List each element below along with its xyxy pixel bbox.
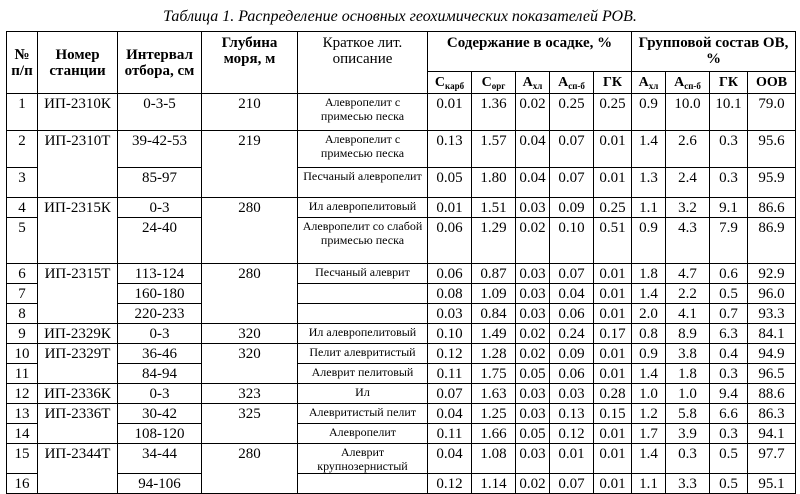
value-a-hl-2: 1.3 xyxy=(632,168,666,198)
table-row xyxy=(7,218,796,264)
value-a-hl-2: 1.8 xyxy=(632,264,666,284)
row-number: 16 xyxy=(7,474,38,494)
station-cell: ИП-2344Т xyxy=(38,444,118,494)
table-caption: Таблица 1. Распределение основных геохимических показателей РОВ. xyxy=(163,8,637,25)
value-c-carb: 0.01 xyxy=(428,198,472,218)
value-a-sp-b: 0.24 xyxy=(550,324,594,344)
value-gk-2: 0.3 xyxy=(710,364,748,384)
description-cell: Алеврит крупнозернистый xyxy=(298,444,428,474)
station-cell: ИП-2329К xyxy=(38,324,118,344)
description-cell: Песчаный алевропелит xyxy=(298,168,428,198)
table-row xyxy=(7,384,796,404)
geochemistry-table xyxy=(6,31,796,494)
interval-cell: 24-40 xyxy=(118,218,202,264)
row-number: 7 xyxy=(7,284,38,304)
description-cell xyxy=(298,474,428,494)
value-a-sp-b: 0.09 xyxy=(550,344,594,364)
station-cell: ИП-2310Т xyxy=(38,131,118,198)
row-number: 12 xyxy=(7,384,38,404)
value-a-hl-2: 0.9 xyxy=(632,218,666,264)
value-c-org: 1.29 xyxy=(472,218,516,264)
description-cell xyxy=(298,284,428,304)
value-c-org: 1.51 xyxy=(472,198,516,218)
value-gk-2: 0.5 xyxy=(710,444,748,474)
value-a-sp-b-2: 4.3 xyxy=(666,218,710,264)
value-a-hl: 0.04 xyxy=(516,131,550,168)
value-a-sp-b: 0.06 xyxy=(550,304,594,324)
description-cell: Алевритистый пелит xyxy=(298,404,428,424)
interval-cell: 113-124 xyxy=(118,264,202,284)
value-oov: 79.0 xyxy=(748,94,796,131)
value-c-org: 0.84 xyxy=(472,304,516,324)
value-a-hl: 0.05 xyxy=(516,424,550,444)
value-c-carb: 0.11 xyxy=(428,424,472,444)
value-a-sp-b: 0.07 xyxy=(550,474,594,494)
value-c-carb: 0.05 xyxy=(428,168,472,198)
value-c-carb: 0.08 xyxy=(428,284,472,304)
value-c-org: 1.08 xyxy=(472,444,516,474)
depth-cell: 219 xyxy=(202,131,298,198)
row-number: 3 xyxy=(7,168,38,198)
value-gk: 0.01 xyxy=(594,131,632,168)
value-a-hl-2: 0.9 xyxy=(632,94,666,131)
interval-cell: 108-120 xyxy=(118,424,202,444)
value-a-sp-b-2: 10.0 xyxy=(666,94,710,131)
value-a-sp-b-2: 1.0 xyxy=(666,384,710,404)
value-a-sp-b: 0.13 xyxy=(550,404,594,424)
value-gk: 0.01 xyxy=(594,264,632,284)
row-number: 13 xyxy=(7,404,38,424)
value-a-sp-b: 0.07 xyxy=(550,168,594,198)
value-a-sp-b: 0.07 xyxy=(550,131,594,168)
value-oov: 84.1 xyxy=(748,324,796,344)
table-row xyxy=(7,304,796,324)
description-cell: Алеврит пелитовый xyxy=(298,364,428,384)
value-a-hl: 0.02 xyxy=(516,344,550,364)
value-a-hl: 0.02 xyxy=(516,94,550,131)
value-a-hl-2: 2.0 xyxy=(632,304,666,324)
value-oov: 96.5 xyxy=(748,364,796,384)
table-row xyxy=(7,264,796,284)
subheader-c-org: $С_{орг}$ xyxy=(472,72,516,94)
header-composition-group: Групповой состав ОВ, % xyxy=(632,32,796,72)
value-a-sp-b-2: 3.9 xyxy=(666,424,710,444)
value-c-org: 1.09 xyxy=(472,284,516,304)
value-gk-2: 7.9 xyxy=(710,218,748,264)
header-description: Краткое лит. описание xyxy=(298,32,428,94)
header-station: Номер станции xyxy=(38,32,118,94)
value-gk: 0.01 xyxy=(594,284,632,304)
value-a-sp-b: 0.07 xyxy=(550,264,594,284)
value-a-sp-b-2: 3.3 xyxy=(666,474,710,494)
value-c-org: 0.87 xyxy=(472,264,516,284)
value-gk: 0.28 xyxy=(594,384,632,404)
description-cell: Алевропелит xyxy=(298,424,428,444)
interval-cell: 0-3 xyxy=(118,198,202,218)
value-a-sp-b-2: 3.2 xyxy=(666,198,710,218)
value-a-hl-2: 1.1 xyxy=(632,198,666,218)
value-oov: 86.9 xyxy=(748,218,796,264)
depth-cell: 280 xyxy=(202,444,298,494)
value-c-org: 1.80 xyxy=(472,168,516,198)
value-a-sp-b-2: 0.3 xyxy=(666,444,710,474)
value-gk-2: 0.5 xyxy=(710,284,748,304)
depth-cell: 320 xyxy=(202,324,298,344)
value-oov: 94.1 xyxy=(748,424,796,444)
depth-cell: 280 xyxy=(202,198,298,264)
header-content-group: Содержание в осадке, % xyxy=(428,32,632,72)
header-interval: Интервал отбора, см xyxy=(118,32,202,94)
interval-cell: 160-180 xyxy=(118,284,202,304)
value-a-hl-2: 1.4 xyxy=(632,284,666,304)
value-gk: 0.25 xyxy=(594,198,632,218)
value-a-sp-b: 0.03 xyxy=(550,384,594,404)
value-c-carb: 0.12 xyxy=(428,474,472,494)
value-a-hl: 0.03 xyxy=(516,444,550,474)
depth-cell: 323 xyxy=(202,384,298,404)
station-cell: ИП-2336Т xyxy=(38,404,118,444)
value-c-org: 1.49 xyxy=(472,324,516,344)
value-a-sp-b: 0.01 xyxy=(550,444,594,474)
value-c-carb: 0.12 xyxy=(428,344,472,364)
header-num: № п/п xyxy=(7,32,38,94)
subheader-gk: ГК xyxy=(594,72,632,94)
interval-cell: 34-44 xyxy=(118,444,202,474)
row-number: 11 xyxy=(7,364,38,384)
value-a-hl-2: 1.2 xyxy=(632,404,666,424)
value-gk: 0.17 xyxy=(594,324,632,344)
depth-cell: 320 xyxy=(202,344,298,384)
table-row xyxy=(7,131,796,168)
table-row xyxy=(7,168,796,198)
value-c-carb: 0.13 xyxy=(428,131,472,168)
value-a-sp-b-2: 3.8 xyxy=(666,344,710,364)
interval-cell: 30-42 xyxy=(118,404,202,424)
row-number: 9 xyxy=(7,324,38,344)
description-cell: Ил алевропелитовый xyxy=(298,198,428,218)
value-c-org: 1.57 xyxy=(472,131,516,168)
interval-cell: 0-3 xyxy=(118,384,202,404)
subheader-gk-2: ГК xyxy=(710,72,748,94)
value-a-sp-b: 0.10 xyxy=(550,218,594,264)
interval-cell: 36-46 xyxy=(118,344,202,364)
value-gk: 0.15 xyxy=(594,404,632,424)
value-a-hl: 0.04 xyxy=(516,168,550,198)
value-a-hl: 0.03 xyxy=(516,404,550,424)
value-gk-2: 0.7 xyxy=(710,304,748,324)
table-row xyxy=(7,364,796,384)
table-row xyxy=(7,474,796,494)
value-gk: 0.01 xyxy=(594,344,632,364)
table-row xyxy=(7,404,796,424)
value-oov: 88.6 xyxy=(748,384,796,404)
station-cell: ИП-2329Т xyxy=(38,344,118,384)
row-number: 14 xyxy=(7,424,38,444)
interval-cell: 0-3-5 xyxy=(118,94,202,131)
value-gk-2: 6.3 xyxy=(710,324,748,344)
row-number: 6 xyxy=(7,264,38,284)
value-gk-2: 10.1 xyxy=(710,94,748,131)
depth-cell: 325 xyxy=(202,404,298,444)
value-gk: 0.01 xyxy=(594,364,632,384)
value-a-hl-2: 1.4 xyxy=(632,364,666,384)
value-a-sp-b: 0.06 xyxy=(550,364,594,384)
value-c-org: 1.25 xyxy=(472,404,516,424)
subheader-a-sp-b: $А_{сп-б}$ xyxy=(550,72,594,94)
value-gk-2: 0.3 xyxy=(710,131,748,168)
description-cell: Ил xyxy=(298,384,428,404)
value-c-carb: 0.04 xyxy=(428,444,472,474)
value-a-sp-b-2: 4.7 xyxy=(666,264,710,284)
value-a-sp-b-2: 4.1 xyxy=(666,304,710,324)
description-cell xyxy=(298,304,428,324)
value-oov: 86.3 xyxy=(748,404,796,424)
table-row xyxy=(7,324,796,344)
value-a-sp-b: 0.04 xyxy=(550,284,594,304)
value-a-hl: 0.03 xyxy=(516,264,550,284)
value-c-org: 1.36 xyxy=(472,94,516,131)
row-number: 4 xyxy=(7,198,38,218)
value-gk-2: 0.6 xyxy=(710,264,748,284)
value-a-hl-2: 1.7 xyxy=(632,424,666,444)
value-c-carb: 0.06 xyxy=(428,264,472,284)
row-number: 15 xyxy=(7,444,38,474)
value-c-carb: 0.11 xyxy=(428,364,472,384)
station-cell: ИП-2315Т xyxy=(38,264,118,324)
table-row xyxy=(7,284,796,304)
value-oov: 96.0 xyxy=(748,284,796,304)
interval-cell: 0-3 xyxy=(118,324,202,344)
description-cell: Алевропелит с примесью песка xyxy=(298,131,428,168)
interval-cell: 220-233 xyxy=(118,304,202,324)
value-gk-2: 9.1 xyxy=(710,198,748,218)
description-cell: Алевропелит с примесью песка xyxy=(298,94,428,131)
value-c-org: 1.28 xyxy=(472,344,516,364)
value-a-hl-2: 0.8 xyxy=(632,324,666,344)
value-a-sp-b-2: 5.8 xyxy=(666,404,710,424)
value-gk: 0.01 xyxy=(594,444,632,474)
value-a-hl: 0.03 xyxy=(516,198,550,218)
table-row xyxy=(7,444,796,474)
value-oov: 93.3 xyxy=(748,304,796,324)
value-gk-2: 9.4 xyxy=(710,384,748,404)
value-oov: 86.6 xyxy=(748,198,796,218)
row-number: 5 xyxy=(7,218,38,264)
value-a-sp-b-2: 1.8 xyxy=(666,364,710,384)
value-c-carb: 0.07 xyxy=(428,384,472,404)
table-row xyxy=(7,344,796,364)
value-c-carb: 0.03 xyxy=(428,304,472,324)
row-number: 10 xyxy=(7,344,38,364)
table-row xyxy=(7,198,796,218)
value-gk-2: 0.3 xyxy=(710,168,748,198)
value-c-carb: 0.06 xyxy=(428,218,472,264)
description-cell: Ил алевропелитовый xyxy=(298,324,428,344)
subheader-a-hl: $А_{хл}$ xyxy=(516,72,550,94)
value-a-hl: 0.03 xyxy=(516,304,550,324)
description-cell: Песчаный алеврит xyxy=(298,264,428,284)
interval-cell: 39-42-53 xyxy=(118,131,202,168)
subheader-oov: ООВ xyxy=(748,72,796,94)
value-a-sp-b: 0.09 xyxy=(550,198,594,218)
value-a-hl: 0.03 xyxy=(516,384,550,404)
interval-cell: 84-94 xyxy=(118,364,202,384)
subheader-a-hl-2: $А_{хл}$ xyxy=(632,72,666,94)
value-a-hl-2: 1.0 xyxy=(632,384,666,404)
value-a-hl-2: 1.4 xyxy=(632,444,666,474)
value-gk-2: 0.5 xyxy=(710,474,748,494)
value-a-hl: 0.02 xyxy=(516,218,550,264)
value-a-sp-b: 0.25 xyxy=(550,94,594,131)
description-cell: Алевропелит со слабой примесью песка xyxy=(298,218,428,264)
value-gk: 0.01 xyxy=(594,424,632,444)
station-cell: ИП-2315К xyxy=(38,198,118,264)
value-gk: 0.01 xyxy=(594,304,632,324)
value-gk: 0.01 xyxy=(594,474,632,494)
interval-cell: 85-97 xyxy=(118,168,202,198)
value-a-sp-b-2: 2.2 xyxy=(666,284,710,304)
value-c-carb: 0.01 xyxy=(428,94,472,131)
value-gk-2: 0.4 xyxy=(710,344,748,364)
value-a-sp-b-2: 2.4 xyxy=(666,168,710,198)
value-c-org: 1.66 xyxy=(472,424,516,444)
value-gk: 0.25 xyxy=(594,94,632,131)
value-a-hl: 0.05 xyxy=(516,364,550,384)
value-c-org: 1.63 xyxy=(472,384,516,404)
value-c-org: 1.14 xyxy=(472,474,516,494)
value-a-hl-2: 1.4 xyxy=(632,131,666,168)
value-c-carb: 0.10 xyxy=(428,324,472,344)
table-row xyxy=(7,94,796,131)
description-cell: Пелит алевритистый xyxy=(298,344,428,364)
value-a-sp-b-2: 8.9 xyxy=(666,324,710,344)
row-number: 1 xyxy=(7,94,38,131)
value-a-hl-2: 1.1 xyxy=(632,474,666,494)
row-number: 8 xyxy=(7,304,38,324)
value-gk: 0.01 xyxy=(594,168,632,198)
value-c-carb: 0.04 xyxy=(428,404,472,424)
table-row xyxy=(7,424,796,444)
value-oov: 95.1 xyxy=(748,474,796,494)
depth-cell: 210 xyxy=(202,94,298,131)
value-a-hl: 0.03 xyxy=(516,284,550,304)
value-oov: 94.9 xyxy=(748,344,796,364)
header-depth: Глубина моря, м xyxy=(202,32,298,94)
depth-cell: 280 xyxy=(202,264,298,324)
value-oov: 95.6 xyxy=(748,131,796,168)
interval-cell: 94-106 xyxy=(118,474,202,494)
value-a-sp-b: 0.12 xyxy=(550,424,594,444)
value-a-hl-2: 0.9 xyxy=(632,344,666,364)
value-c-org: 1.75 xyxy=(472,364,516,384)
value-oov: 92.9 xyxy=(748,264,796,284)
station-cell: ИП-2336К xyxy=(38,384,118,404)
station-cell: ИП-2310К xyxy=(38,94,118,131)
value-gk-2: 0.3 xyxy=(710,424,748,444)
value-a-sp-b-2: 2.6 xyxy=(666,131,710,168)
subheader-a-sp-b-2: $А_{сп-б}$ xyxy=(666,72,710,94)
value-oov: 97.7 xyxy=(748,444,796,474)
row-number: 2 xyxy=(7,131,38,168)
value-gk-2: 6.6 xyxy=(710,404,748,424)
value-a-hl: 0.02 xyxy=(516,324,550,344)
subheader-c-carb: $С_{карб}$ xyxy=(428,72,472,94)
value-gk: 0.51 xyxy=(594,218,632,264)
value-a-hl: 0.02 xyxy=(516,474,550,494)
value-oov: 95.9 xyxy=(748,168,796,198)
